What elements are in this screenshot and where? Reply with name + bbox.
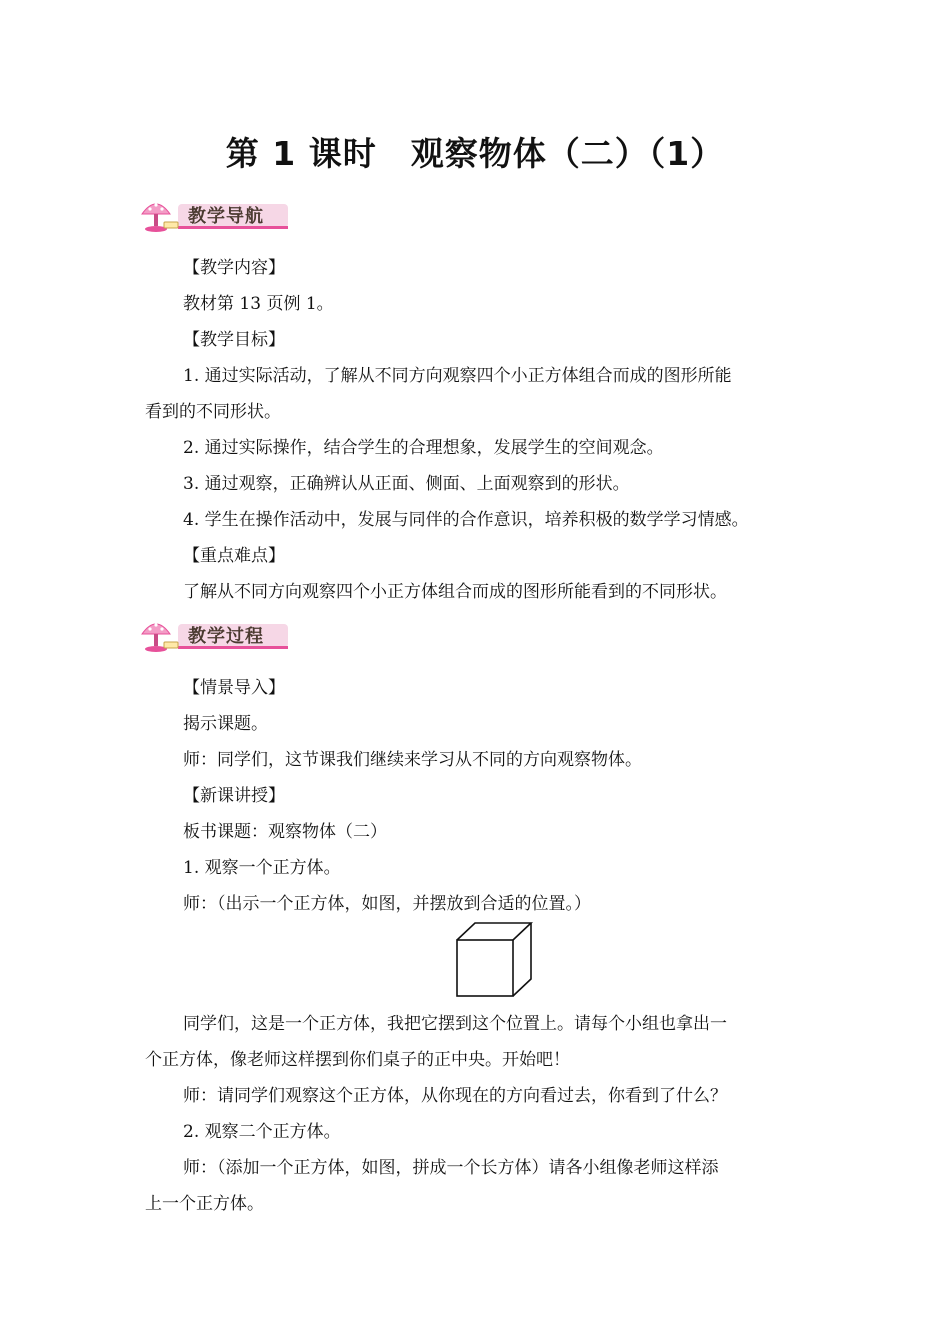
banner-label: 教学导航 — [188, 206, 264, 227]
section-banner-guide — [138, 192, 290, 236]
section-banner-process — [138, 612, 290, 656]
paragraph: 揭示课题。 — [183, 714, 268, 734]
paragraph: 1. 通过实际活动，了解从不同方向观察四个小正方体组合而成的图形所能 — [183, 366, 732, 386]
section-heading: 【新课讲授】 — [183, 786, 285, 806]
paragraph: 板书课题：观察物体（二） — [183, 822, 387, 842]
paragraph: 师：请同学们观察这个正方体，从你现在的方向看过去，你看到了什么？ — [183, 1086, 727, 1106]
paragraph: 师：（出示一个正方体，如图，并摆放到合适的位置。） — [183, 894, 591, 914]
paragraph: 了解从不同方向观察四个小正方体组合而成的图形所能看到的不同形状。 — [183, 582, 727, 602]
section-heading: 【教学目标】 — [183, 330, 285, 350]
paragraph: 教材第 13 页例 1。 — [183, 294, 334, 314]
banner-label: 教学过程 — [188, 626, 264, 647]
paragraph: 师：（添加一个正方体，如图，拼成一个长方体）请各小组像老师这样添 — [183, 1158, 719, 1178]
paragraph: 3. 通过观察，正确辨认从正面、侧面、上面观察到的形状。 — [183, 474, 630, 494]
section-heading: 【情景导入】 — [183, 678, 285, 698]
paragraph: 4. 学生在操作活动中，发展与同伴的合作意识，培养积极的数学学习情感。 — [183, 510, 749, 530]
section-heading: 【教学内容】 — [183, 258, 285, 278]
paragraph: 1. 观察一个正方体。 — [183, 858, 341, 878]
paragraph: 个正方体，像老师这样摆到你们桌子的正中央。开始吧！ — [145, 1050, 570, 1070]
paragraph: 2. 观察二个正方体。 — [183, 1122, 341, 1142]
paragraph: 同学们，这是一个正方体，我把它摆到这个位置上。请每个小组也拿出一 — [183, 1014, 727, 1034]
paragraph: 2. 通过实际操作，结合学生的合理想象，发展学生的空间观念。 — [183, 438, 664, 458]
paragraph: 看到的不同形状。 — [145, 402, 281, 422]
section-heading: 【重点难点】 — [183, 546, 285, 566]
cube-figure — [452, 920, 536, 1002]
paragraph: 上一个正方体。 — [145, 1194, 264, 1214]
page-title: 第 1 课时 观察物体（二）（1） — [225, 134, 725, 173]
paragraph: 师：同学们，这节课我们继续来学习从不同的方向观察物体。 — [183, 750, 642, 770]
